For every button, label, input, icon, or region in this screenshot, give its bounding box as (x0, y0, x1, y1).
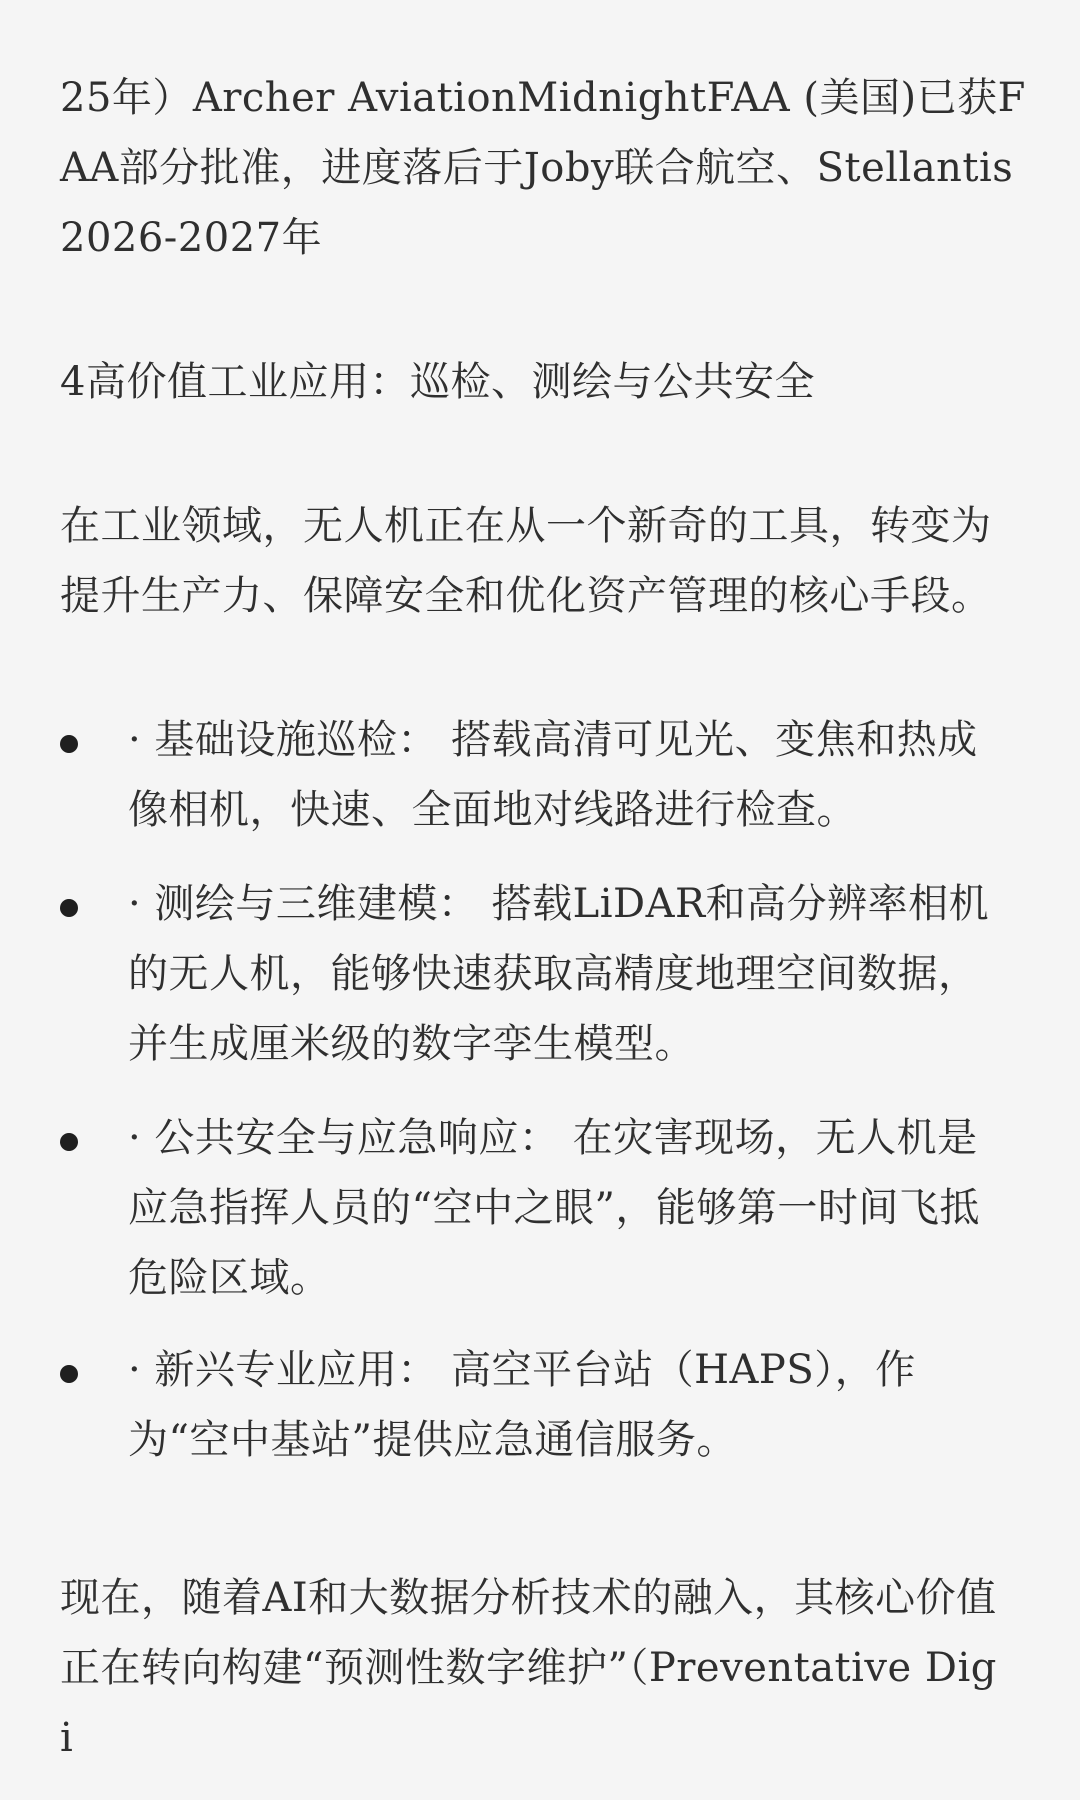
section-paragraph-line-1: 在工业领域，无人机正在从一个新奇的工具，转变为 (60, 503, 992, 549)
bullet-line: 应急指挥人员的“空中之眼”，能够第一时间飞抵 (128, 1185, 980, 1231)
bullet-line: · 基础设施巡检： 搭载高清可见光、变焦和热成 (128, 717, 978, 763)
closing-line-1: 现在，随着AI和大数据分析技术的融入，其核心价值 (60, 1575, 997, 1621)
bullet-line: 像相机，快速、全面地对线路进行检查。 (128, 787, 857, 833)
bullet-line: 危险区域。 (128, 1255, 331, 1301)
bullet-line: · 公共安全与应急响应： 在灾害现场，无人机是 (128, 1115, 978, 1161)
bullet-dot-icon (60, 1365, 78, 1383)
bullet-line: · 测绘与三维建模： 搭载LiDAR和高分辨率相机 (128, 881, 990, 927)
bullet-line: · 新兴专业应用： 高空平台站（HAPS），作 (128, 1347, 916, 1393)
bullet-dot-icon (60, 1133, 78, 1151)
intro-line-2: AA部分批准，进度落后于Joby联合航空、Stellantis (60, 145, 1014, 191)
bullet-dot-icon (60, 735, 78, 753)
section-heading: 4高价值工业应用：巡检、测绘与公共安全 (60, 359, 815, 405)
intro-line-3: 2026-2027年 (60, 215, 323, 261)
bullet-dot-icon (60, 899, 78, 917)
intro-line-1: 25年）Archer AviationMidnightFAA (美国)已获F (60, 75, 1026, 121)
bullet-line: 并生成厘米级的数字孪生模型。 (128, 1021, 695, 1067)
bullet-line: 为“空中基站”提供应急通信服务。 (128, 1417, 737, 1463)
bullet-line: 的无人机，能够快速获取高精度地理空间数据， (128, 951, 979, 997)
closing-line-2: 正在转向构建“预测性数字维护”（Preventative Dig (60, 1645, 997, 1691)
section-paragraph-line-2: 提升生产力、保障安全和优化资产管理的核心手段。 (60, 573, 992, 619)
closing-line-3: i (60, 1715, 74, 1761)
